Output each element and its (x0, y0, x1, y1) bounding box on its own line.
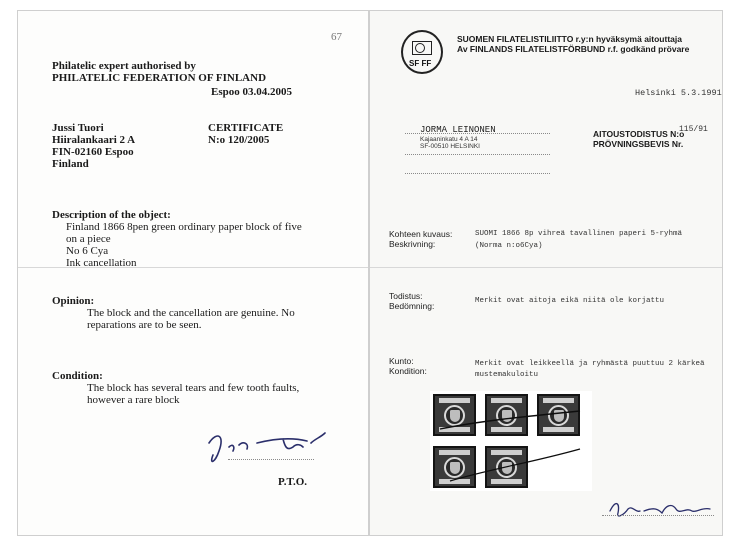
condition-label-sv: Kondition: (389, 366, 427, 376)
signature (600, 489, 720, 524)
signature-line (228, 459, 314, 460)
condition-heading: Condition: (52, 370, 103, 382)
expert-name: JORMA LEINONEN (420, 125, 496, 135)
object-label-fi: Kohteen kuvaus: (389, 229, 453, 239)
certificate-label-fi: AITOUSTODISTUS N:o (593, 129, 685, 139)
expert-postcode: FIN-02160 Espoo (52, 146, 134, 158)
header-line-1: SUOMEN FILATELISTILIITTO r.y:n hyväksymä aitouttaja (457, 34, 682, 44)
opinion-heading: Opinion: (52, 295, 95, 307)
object-label-sv: Beskrivning: (389, 239, 436, 249)
signature-line (602, 515, 714, 516)
certificate-number: N:o 120/2005 (208, 134, 270, 146)
condition-text-line: mustemakuloitu (475, 371, 539, 379)
page-mark: 67 (331, 31, 342, 43)
authority-line-2: PHILATELIC FEDERATION OF FINLAND (52, 72, 267, 84)
description-line: No 6 Cya (66, 245, 109, 257)
dotted-line (405, 133, 550, 134)
condition-line: however a rare block (87, 394, 180, 406)
object-text-line: (Norma n:o6Cya) (475, 242, 543, 250)
expert-postcode: SF-00510 HELSINKI (420, 143, 480, 150)
condition-label-fi: Kunto: (389, 356, 414, 366)
certificate-english (17, 10, 369, 536)
signature (203, 421, 343, 471)
authority-line-1: Philatelic expert authorised by (52, 60, 196, 72)
header-line-2: Av FINLANDS FILATELISTFÖRBUND r.f. godkänd prövare (457, 44, 690, 54)
description-line: Ink cancellation (66, 257, 137, 269)
object-text-line: SUOMI 1866 8p vihreä tavallinen paperi 5-ryhmä (475, 230, 683, 238)
dotted-line (405, 154, 550, 155)
description-line: Finland 1866 8pen green ordinary paper block of five (66, 221, 302, 233)
condition-line: The block has several tears and few tooth faults, (87, 382, 300, 394)
expert-name: Jussi Tuori (52, 122, 104, 134)
fold-line (370, 267, 722, 268)
verdict-text: Merkit ovat aitoja eikä niitä ole korjattu (475, 297, 665, 305)
condition-text-line: Merkit ovat leikkeellä ja ryhmästä puuttuu 2 kärkeä (475, 360, 705, 368)
ink-cancellation (430, 391, 595, 491)
description-heading: Description of the object: (52, 209, 171, 221)
federation-logo (401, 30, 443, 74)
opinion-line: The block and the cancellation are genuine. No (87, 307, 295, 319)
certificate-finnish (369, 10, 723, 536)
dotted-line (405, 173, 550, 174)
place-date: Helsinki 5.3.1991 (635, 88, 722, 98)
opinion-line: reparations are to be seen. (87, 319, 202, 331)
verdict-label-sv: Bedömning: (389, 301, 435, 311)
place-date: Espoo 03.04.2005 (211, 86, 292, 98)
certificate-label-sv: PRÖVNINGSBEVIS Nr. (593, 139, 684, 149)
expert-country: Finland (52, 158, 89, 170)
description-line: on a piece (66, 233, 111, 245)
pto-note: P.T.O. (278, 476, 308, 488)
certificate-title: CERTIFICATE (208, 122, 284, 134)
expert-street: Kajaaninkatu 4 A 14 (420, 136, 478, 143)
expert-street: Hiiralankaari 2 A (52, 134, 136, 146)
logo-text: SF FF (409, 59, 432, 68)
verdict-label-fi: Todistus: (389, 291, 423, 301)
certificate-number: 115/91 (679, 125, 708, 134)
